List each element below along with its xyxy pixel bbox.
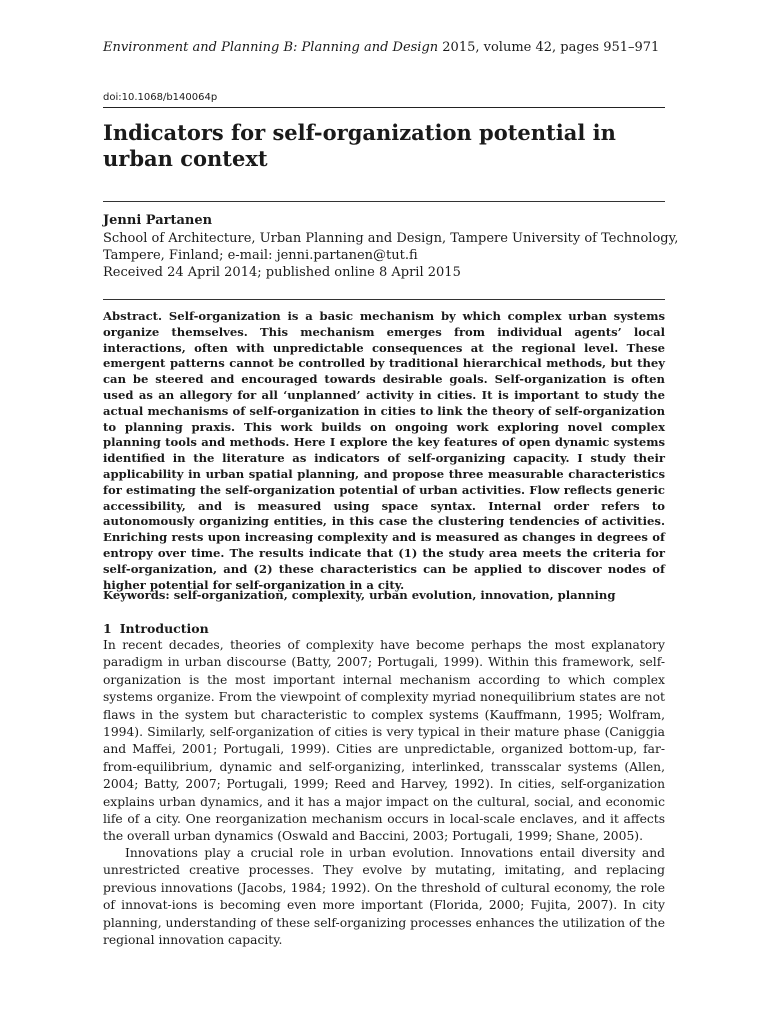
abstract-text: Self-organization is a basic mechanism by which complex urban systems organize themselves. This mechanism emerges from individual agents’ local interactions, often with unpredictable consequences at the regional level. These emergent patterns cannot be controlled by traditional hierarchical methods, but they can be steered and encouraged towards desirable goals. Self-organization is often used as an allegory for all ‘unplanned’ activity in cities. It is important to study the actual mechanisms of self-organization in cities to link the theory of self-organization to planning praxis. This work builds on ongoing work exploring novel complex planning tools and methods. Here I explore the key features of open dynamic systems identified in the literature as indicators of self-organizing capacity. I study their applicability in urban spatial planning, and propose three measurable characteristics for estimating the self-organization potential of urban activities. Flow reflects generic accessibility, and is measured using space syntax. Internal order refers to autonomously organizing entities, in this case the clustering tendencies of activities. Enriching rests upon increasing complexity and is measured as changes in degrees of entropy over time. The results indicate that (1) the study area meets the criteria for self-organization, and (2) these characteristics can be applied to discover nodes of higher potential for self-organization in a city.	[103, 309, 665, 592]
author-affiliation	[103, 230, 679, 281]
abstract-top-rule	[103, 299, 665, 300]
keywords	[103, 588, 665, 603]
author-name: Jenni Partanen	[103, 213, 213, 228]
abstract	[103, 309, 665, 593]
intro-paragraph-1: In recent decades, theories of complexity have become perhaps the most explanatory paradigm in urban discourse (Batty, 2007; Portugali, 1999). Within this framework, self-organization is the most important internal mechanism according to which complex systems organize. From the viewpoint of complexity myriad nonequilibrium states are not flaws in the system but characteristic to complex systems (Kauffmann, 1995; Wolfram, 1994). Similarly, self-organization of cities is very typical in their mature phase (Caniggia and Maffei, 2001; Portugali, 1999). Cities are unpredictable, organized bottom-up, far-from-equilibrium, dynamic and self-organizing, interlinked, transscalar systems (Allen, 2004; Batty, 2007; Portugali, 1999; Reed and Harvey, 1992). In cities, self-organization explains urban dynamics, and it has a major impact on the cultural, social, and economic life of a city. One reorganization mechanism occurs in local-scale enclaves, and it affects the overall urban dynamics (Oswald and Baccini, 2003; Portugali, 1999; Shane, 2005).	[103, 638, 665, 844]
section-title: Introduction	[119, 621, 209, 636]
keywords-values: self-organization, complexity, urban evolution, innovation, planning	[173, 588, 616, 602]
received-dates: Received 24 April 2014; published online 8 April 2015	[103, 265, 461, 280]
affiliation-line-1: School of Architecture, Urban Planning and Design, Tampere University of Technology,	[103, 231, 679, 246]
affiliation-line-2: Tampere, Finland; e-mail: jenni.partanen@tut.fi	[103, 248, 418, 263]
section-heading	[103, 621, 209, 637]
article-title: Indicators for self-organization potential in urban context	[103, 120, 616, 171]
journal-name: Environment and Planning B: Planning and Design	[103, 40, 439, 55]
journal-details: 2015, volume 42, pages 951–971	[438, 40, 660, 55]
section-number: 1	[103, 621, 112, 636]
title-bottom-rule	[103, 201, 665, 202]
abstract-label: Abstract.	[103, 309, 163, 323]
title-top-rule	[103, 107, 665, 108]
intro-paragraph-2: Innovations play a crucial role in urban evolution. Innovations entail diversity and unrestricted creative processes. They evolve by mutating, imitating, and replacing previous innovations (Jacobs, 1984; 1992). On the threshold of cultural economy, the role of innovat-ions is becoming even more important (Florida, 2000; Fujita, 2007). In city planning, understanding of these self-organizing processes enhances the utilization of the regional innovation capacity.	[103, 846, 665, 948]
journal-citation	[103, 40, 665, 56]
keywords-label: Keywords:	[103, 588, 170, 602]
doi: doi:10.1068/b140064p	[103, 92, 218, 103]
